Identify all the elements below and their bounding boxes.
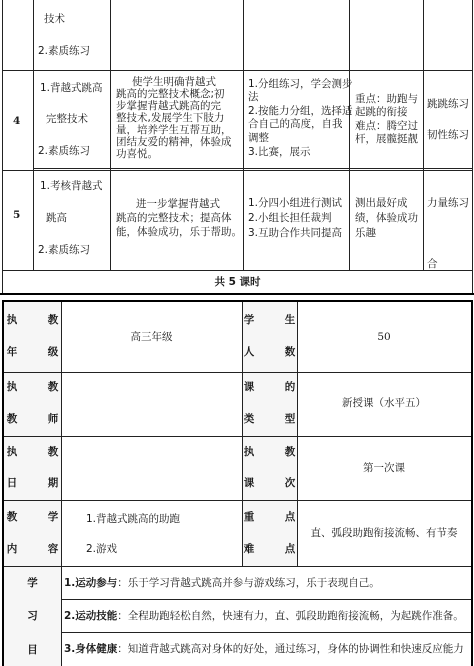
goal-3-title: 3.身体健康: [64, 643, 118, 655]
type-label-line-2: 类 型: [243, 413, 306, 425]
row4-goal-line: 功喜悦。: [116, 148, 158, 160]
session-value: 第一次课: [363, 462, 405, 474]
class-label-line-2: 年 级: [6, 346, 69, 358]
row3-content-line-2: 2.素质练习: [38, 45, 91, 57]
row4-key-line: 重点：助跑与: [355, 93, 418, 105]
row4-key-line: 难点：腾空过: [355, 120, 418, 132]
row4-method-line: 1.分组练习，学会测步: [248, 78, 353, 90]
goal-3-text: ：知道背越式跳高对身体的好处，通过练习，身体的协调性和快速反应能力: [117, 643, 464, 655]
content-label-line-2: 内 容: [6, 543, 69, 555]
row4-goal-line: 步掌握背越式跳高的完: [116, 100, 221, 112]
goal-2-title: 2.运动技能: [64, 610, 118, 622]
goal-1-title: 1.运动参与: [64, 577, 118, 589]
goal-3: [64, 643, 469, 655]
row4-goal-line: 团结友爱的精神，体验成: [116, 136, 232, 148]
type-label-line-1: 课 的: [243, 381, 306, 393]
row5-key-line: 测出最好成: [355, 197, 408, 209]
goal-label-line-3: 目: [27, 644, 38, 656]
date-label-line-1: 执 教: [6, 446, 69, 458]
goal-1-text: ：乐于学习背越式跳高并参与游戏练习，乐于表现自己。: [117, 577, 380, 589]
row4-goal-line: 跳高的完整技术概念;初: [116, 88, 225, 100]
students-label-line-1: 学 生: [243, 314, 306, 326]
key-label-line-2: 难 点: [243, 543, 306, 555]
row4-method-line: 法: [248, 91, 259, 103]
row4-method-line: 合自己的高度，自我: [248, 118, 343, 130]
row4-method-line: 3.比赛，展示: [248, 146, 311, 158]
teacher-label-line-1: 执 教: [6, 381, 69, 393]
goal-2-text: ：全程助跑轻松自然，快速有力，直、弧段助跑衔接流畅，为起跳作准备。: [117, 610, 464, 622]
date-label-line-2: 日 期: [6, 477, 69, 489]
content-item-2: 2.游戏: [86, 543, 118, 555]
type-value: 新授课（水平五）: [342, 397, 426, 409]
row4-content-line-3: 2.素质练习: [38, 145, 91, 157]
class-value: 高三年级: [130, 331, 173, 343]
row5-content-line-3: 2.素质练习: [38, 244, 91, 256]
key-label-line-1: 重 点: [243, 511, 306, 523]
goal-label-line-1: 学: [27, 577, 38, 589]
content-item-1: 1.背越式跳高的助跑: [86, 513, 181, 525]
total-hours: 共 5 课时: [214, 276, 261, 288]
row5-extra-line-2: 合: [427, 258, 438, 270]
row4-extra-line-2: 韧性练习: [427, 129, 469, 141]
row4-goal-line: 使学生明确背越式: [132, 76, 216, 88]
students-label-line-2: 人 数: [243, 346, 306, 358]
goal-1: [64, 577, 380, 589]
row4-content-line-2: 完整技术: [46, 113, 88, 125]
row4-key-line: 杆，展髋挺靓: [355, 133, 418, 145]
row4-method-line: 调整: [248, 132, 269, 144]
goal-label-line-2: 习: [27, 610, 38, 622]
row5-content-line-2: 跳高: [46, 212, 67, 224]
session-label-line-2: 课 次: [243, 477, 306, 489]
class-label-line-1: 执 教: [6, 314, 69, 326]
session-label-line-1: 执 教: [243, 446, 306, 458]
goal-2: [64, 610, 464, 622]
row5-goal-line: 进一步掌握背越式: [136, 198, 220, 210]
students-value: 50: [377, 331, 391, 343]
row5-method-line: 1.分四小组进行测试: [248, 197, 343, 209]
row4-number: 4: [13, 115, 21, 127]
key-value: 直、弧段助跑衔接流畅、有节奏: [310, 527, 458, 539]
row4-content-line-1: 1.背越式跳高: [40, 82, 103, 94]
row4-goal-line: 量，培养学生互帮互助，: [116, 124, 232, 136]
row4-goal-line: 整技术,发展学生下肢力: [116, 112, 225, 124]
row5-key-line: 乐趣: [355, 227, 376, 239]
row5-extra-line-1: 力量练习: [427, 197, 469, 209]
row4-extra-line-1: 跳跳练习: [427, 98, 469, 110]
row5-goal-line: 跳高的完整技术；提高体: [116, 212, 232, 224]
row4-key-line: 起跳的衔接: [355, 106, 408, 118]
row5-key-line: 绩，体验成功: [355, 212, 418, 224]
row5-content-line-1: 1.考核背越式: [40, 180, 103, 192]
row5-goal-line: 能，体验成功，乐于帮助。: [116, 226, 242, 238]
row4-method-line: 2.按能力分组，选择适: [248, 105, 353, 117]
teacher-label-line-2: 教 师: [6, 413, 69, 425]
row5-method-line: 3.互助合作共同提高: [248, 227, 343, 239]
content-label-line-1: 教 学: [6, 511, 69, 523]
row5-number: 5: [13, 209, 21, 221]
row5-method-line: 2.小组长担任裁判: [248, 212, 332, 224]
row3-content-line-1: 技术: [44, 13, 65, 25]
